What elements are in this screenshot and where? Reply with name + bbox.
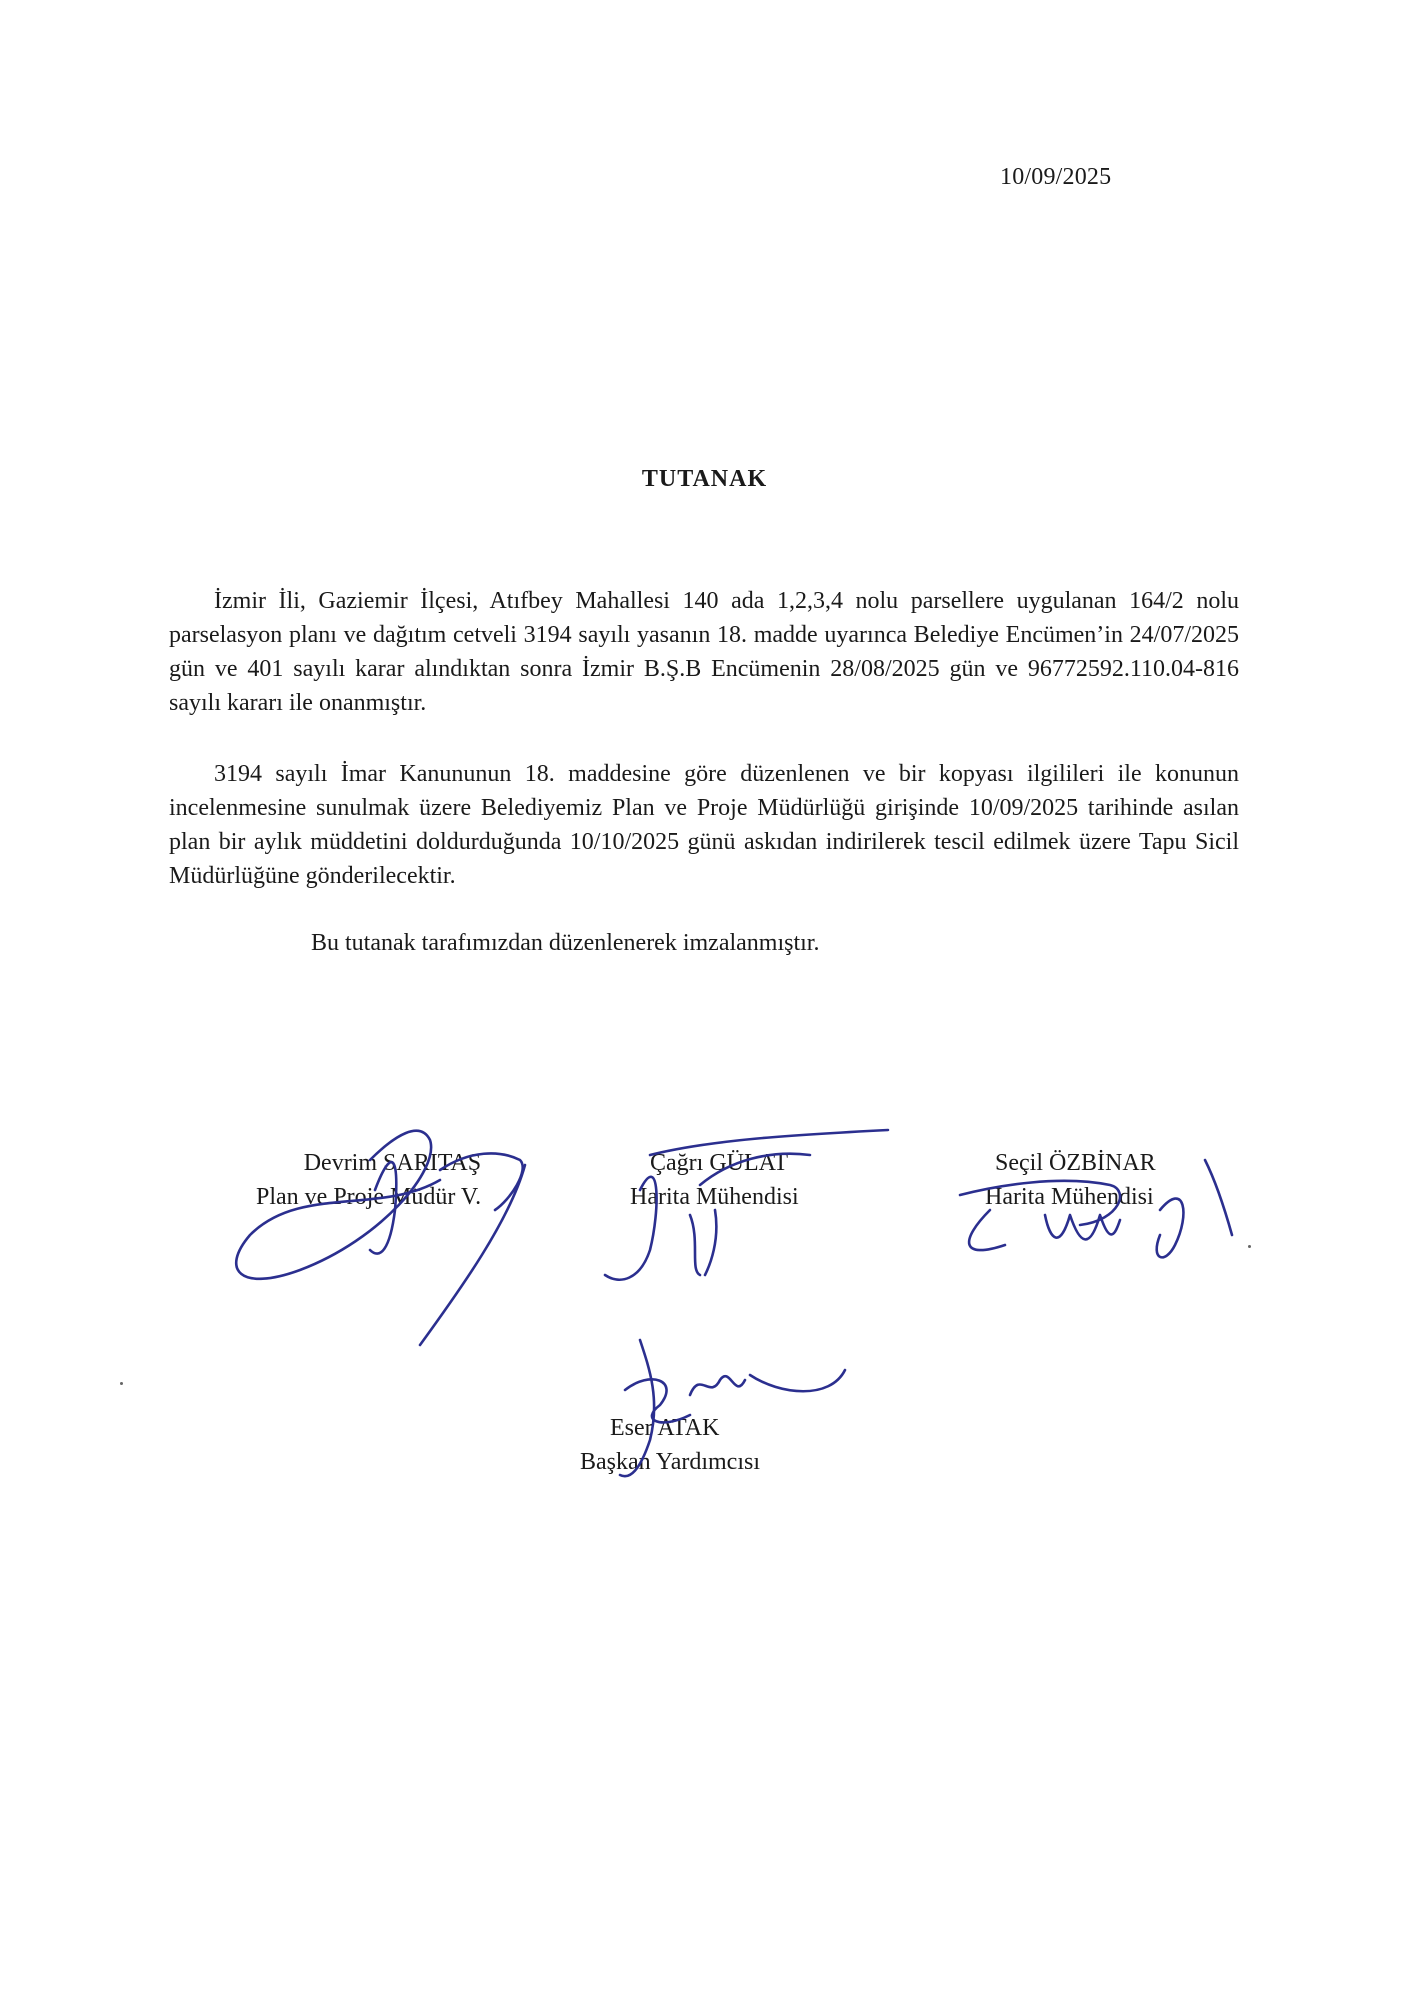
document-title [0,466,1409,493]
signatory-name: Çağrı GÜLAT [650,1150,788,1176]
signatory-title: Başkan Yardımcısı [580,1449,760,1475]
signatory-1 [256,1146,481,1214]
paragraph-approval: İzmir İli, Gaziemir İlçesi, Atıfbey Mahallesi 140 ada 1,2,3,4 nolu parsellere uygulanan 164/2 nolu parselasyon planı ve dağıtım cetveli 3194 sayılı yasanın 18. madde uyarınca Belediye Encümen’in 24/07/2025 gün ve 401 sayılı karar alındıktan sonra İzmir B.Ş.B Encümenin 28/08/2025 gün ve 96772592.110.04-816 sayılı kararı ile onanmıştır. [169,588,1239,716]
signatory-title: Plan ve Proje Müdür V. [256,1184,482,1210]
signatory-name: Devrim SARITAŞ [303,1150,482,1176]
signatory-4 [580,1411,760,1479]
paragraph-closing: Bu tutanak tarafımızdan düzenlenerek imzalanmıştır. [311,930,820,956]
document-title-text: TUTANAK [641,466,768,492]
scan-speck [120,1382,123,1385]
signatory-title: Harita Mühendisi [985,1184,1154,1210]
scan-speck [1248,1245,1251,1248]
signatory-name: Seçil ÖZBİNAR [995,1150,1156,1176]
signatory-3 [985,1146,1156,1214]
signatory-2 [630,1146,799,1214]
signatory-name: Eser ATAK [610,1415,720,1441]
paragraph-announcement: 3194 sayılı İmar Kanununun 18. maddesine göre düzenlenen ve bir kopyası ilgilileri ile konunun incelenmesine sunulmak üzere Belediyemiz Plan ve Proje Müdürlüğü girişinde 10/09/2025 tarihinde asılan plan bir aylık müddetini doldurduğunda 10/10/2025 günü askıdan indirilerek tescil edilmek üzere Tapu Sicil Müdürlüğüne gönderilecektir. [169,761,1239,889]
document-date: 10/09/2025 [1000,164,1112,190]
signatory-title: Harita Mühendisi [630,1184,799,1210]
